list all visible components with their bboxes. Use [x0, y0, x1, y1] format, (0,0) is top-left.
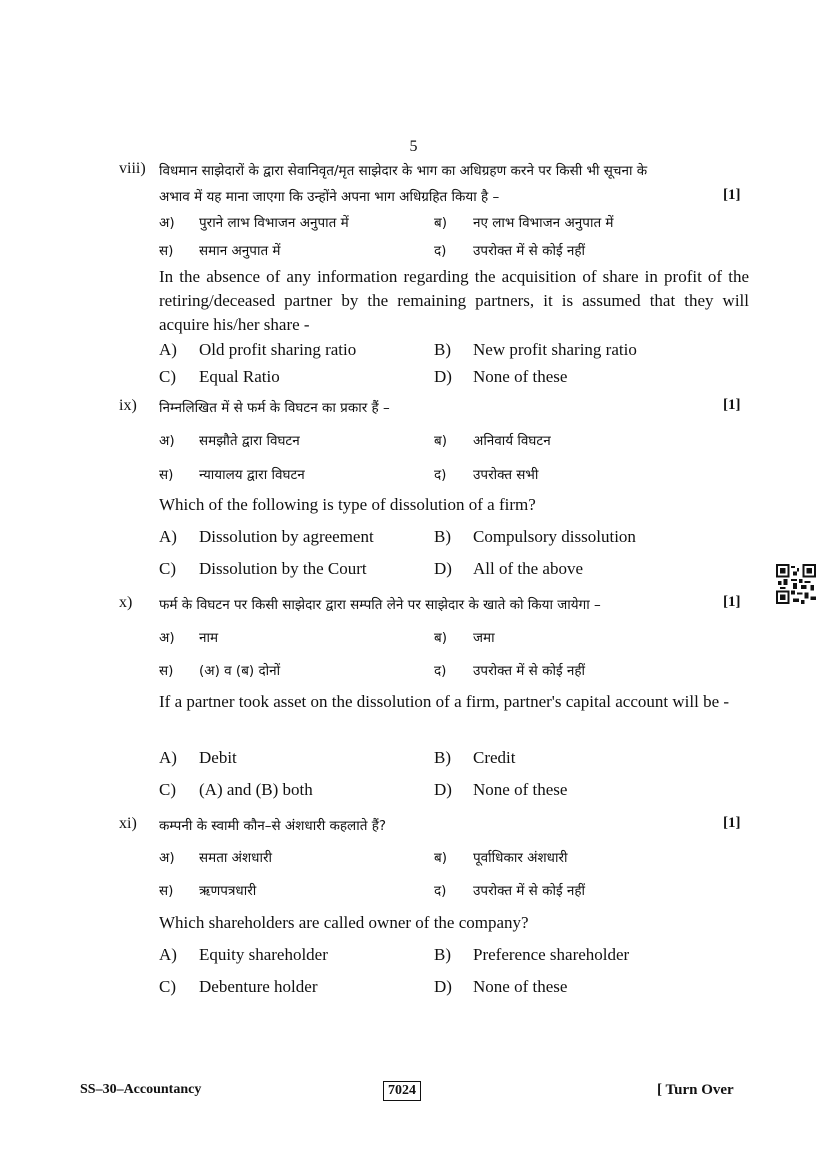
- question-ix-english: Which of the following is type of dissolution of a firm?: [159, 495, 536, 514]
- option-text: जमा: [473, 630, 495, 646]
- option-label: द): [434, 467, 447, 483]
- option-text: Equal Ratio: [199, 367, 280, 386]
- option-text: Old profit sharing ratio: [199, 340, 357, 359]
- question-x-marks: [1]: [723, 594, 741, 610]
- option-label: स): [159, 663, 174, 679]
- question-xi-marks: [1]: [723, 815, 741, 831]
- qr-code-icon: [776, 564, 816, 604]
- option-label: ब): [434, 215, 447, 231]
- footer-turn-over: [ Turn Over: [657, 1082, 734, 1098]
- option-text: Debit: [199, 748, 237, 767]
- question-number-ix: ix): [119, 397, 137, 414]
- option-label: B): [434, 945, 451, 964]
- question-viii-english: In the absence of any information regarding the acquisition of share in profit of the retiring/deceased partner by the remaining partners, it is assumed that they will acquire his/her share -: [159, 267, 749, 334]
- option-text: उपरोक्त में से कोई नहीं: [473, 663, 586, 679]
- option-label: A): [159, 340, 177, 359]
- option-label: अ): [159, 433, 175, 449]
- question-viii-marks: [1]: [723, 187, 741, 203]
- option-text: ऋणपत्रधारी: [199, 883, 257, 899]
- option-label: D): [434, 367, 452, 386]
- option-label: C): [159, 780, 176, 799]
- option-text: Debenture holder: [199, 977, 318, 996]
- question-ix-hindi: निम्नलिखित में से फर्म के विघटन का प्रकार हैं –: [159, 400, 390, 416]
- question-ix-marks: [1]: [723, 397, 741, 413]
- option-text: उपरोक्त में से कोई नहीं: [473, 243, 586, 259]
- option-label: ब): [434, 630, 447, 646]
- option-text: Preference shareholder: [473, 945, 630, 964]
- option-text: न्यायालय द्वारा विघटन: [199, 467, 305, 483]
- option-text: None of these: [473, 367, 568, 386]
- option-text: None of these: [473, 977, 568, 996]
- option-text: Compulsory dissolution: [473, 527, 636, 546]
- option-text: समझौते द्वारा विघटन: [199, 433, 300, 449]
- option-text: Dissolution by agreement: [199, 527, 374, 546]
- option-label: स): [159, 243, 174, 259]
- option-text: समान अनुपात में: [199, 243, 281, 259]
- option-text: All of the above: [473, 559, 583, 578]
- option-text: None of these: [473, 780, 568, 799]
- option-text: Credit: [473, 748, 516, 767]
- option-label: अ): [159, 630, 175, 646]
- option-label: A): [159, 945, 177, 964]
- option-text: (A) and (B) both: [199, 780, 313, 799]
- option-text: पुराने लाभ विभाजन अनुपात में: [199, 215, 349, 231]
- option-label: D): [434, 780, 452, 799]
- option-label: C): [159, 559, 176, 578]
- option-label: B): [434, 340, 451, 359]
- option-label: द): [434, 883, 447, 899]
- option-label: B): [434, 748, 451, 767]
- option-label: स): [159, 467, 174, 483]
- option-text: Equity shareholder: [199, 945, 328, 964]
- question-viii-hindi-line2: अभाव में यह माना जाएगा कि उन्होंने अपना भाग अधिग्रहित किया है –: [159, 189, 500, 205]
- question-xi-english: Which shareholders are called owner of the company?: [159, 913, 529, 932]
- option-label: C): [159, 367, 176, 386]
- option-label: D): [434, 977, 452, 996]
- question-viii-hindi-line1: विधमान साझेदारों के द्वारा सेवानिवृत/मृत साझेदार के भाग का अधिग्रहण करने पर किसी भी सूचना के: [159, 163, 648, 179]
- option-label: C): [159, 977, 176, 996]
- question-x-english: If a partner took asset on the dissolution of a firm, partner's capital account will be -: [159, 692, 730, 711]
- option-label: B): [434, 527, 451, 546]
- option-text: (अ) व (ब) दोनों: [199, 663, 281, 679]
- option-text: पूर्वाधिकार अंशधारी: [473, 850, 568, 866]
- option-label: द): [434, 663, 447, 679]
- question-number-x: x): [119, 594, 133, 611]
- question-number-xi: xi): [119, 815, 137, 832]
- option-label: ब): [434, 433, 447, 449]
- option-label: D): [434, 559, 452, 578]
- option-label: अ): [159, 850, 175, 866]
- question-x-hindi: फर्म के विघटन पर किसी साझेदार द्वारा सम्पति लेने पर साझेदार के खाते को किया जायेगा –: [159, 597, 601, 613]
- option-label: द): [434, 243, 447, 259]
- question-number-viii: viii): [119, 160, 146, 177]
- question-xi-hindi: कम्पनी के स्वामी कौन–से अंशधारी कहलाते हैं?: [159, 818, 387, 834]
- option-text: उपरोक्त सभी: [473, 467, 539, 483]
- option-text: नए लाभ विभाजन अनुपात में: [473, 215, 614, 231]
- option-label: A): [159, 748, 177, 767]
- page-number: 5: [409, 138, 418, 155]
- option-label: A): [159, 527, 177, 546]
- option-text: New profit sharing ratio: [473, 340, 637, 359]
- option-label: अ): [159, 215, 175, 231]
- option-text: नाम: [199, 630, 219, 646]
- option-text: उपरोक्त में से कोई नहीं: [473, 883, 586, 899]
- footer-paper-code: 7024: [383, 1081, 421, 1101]
- option-text: अनिवार्य विघटन: [473, 433, 551, 449]
- option-text: समता अंशधारी: [199, 850, 272, 866]
- option-text: Dissolution by the Court: [199, 559, 367, 578]
- footer-subject: SS–30–Accountancy: [80, 1082, 202, 1097]
- option-label: ब): [434, 850, 447, 866]
- option-label: स): [159, 883, 174, 899]
